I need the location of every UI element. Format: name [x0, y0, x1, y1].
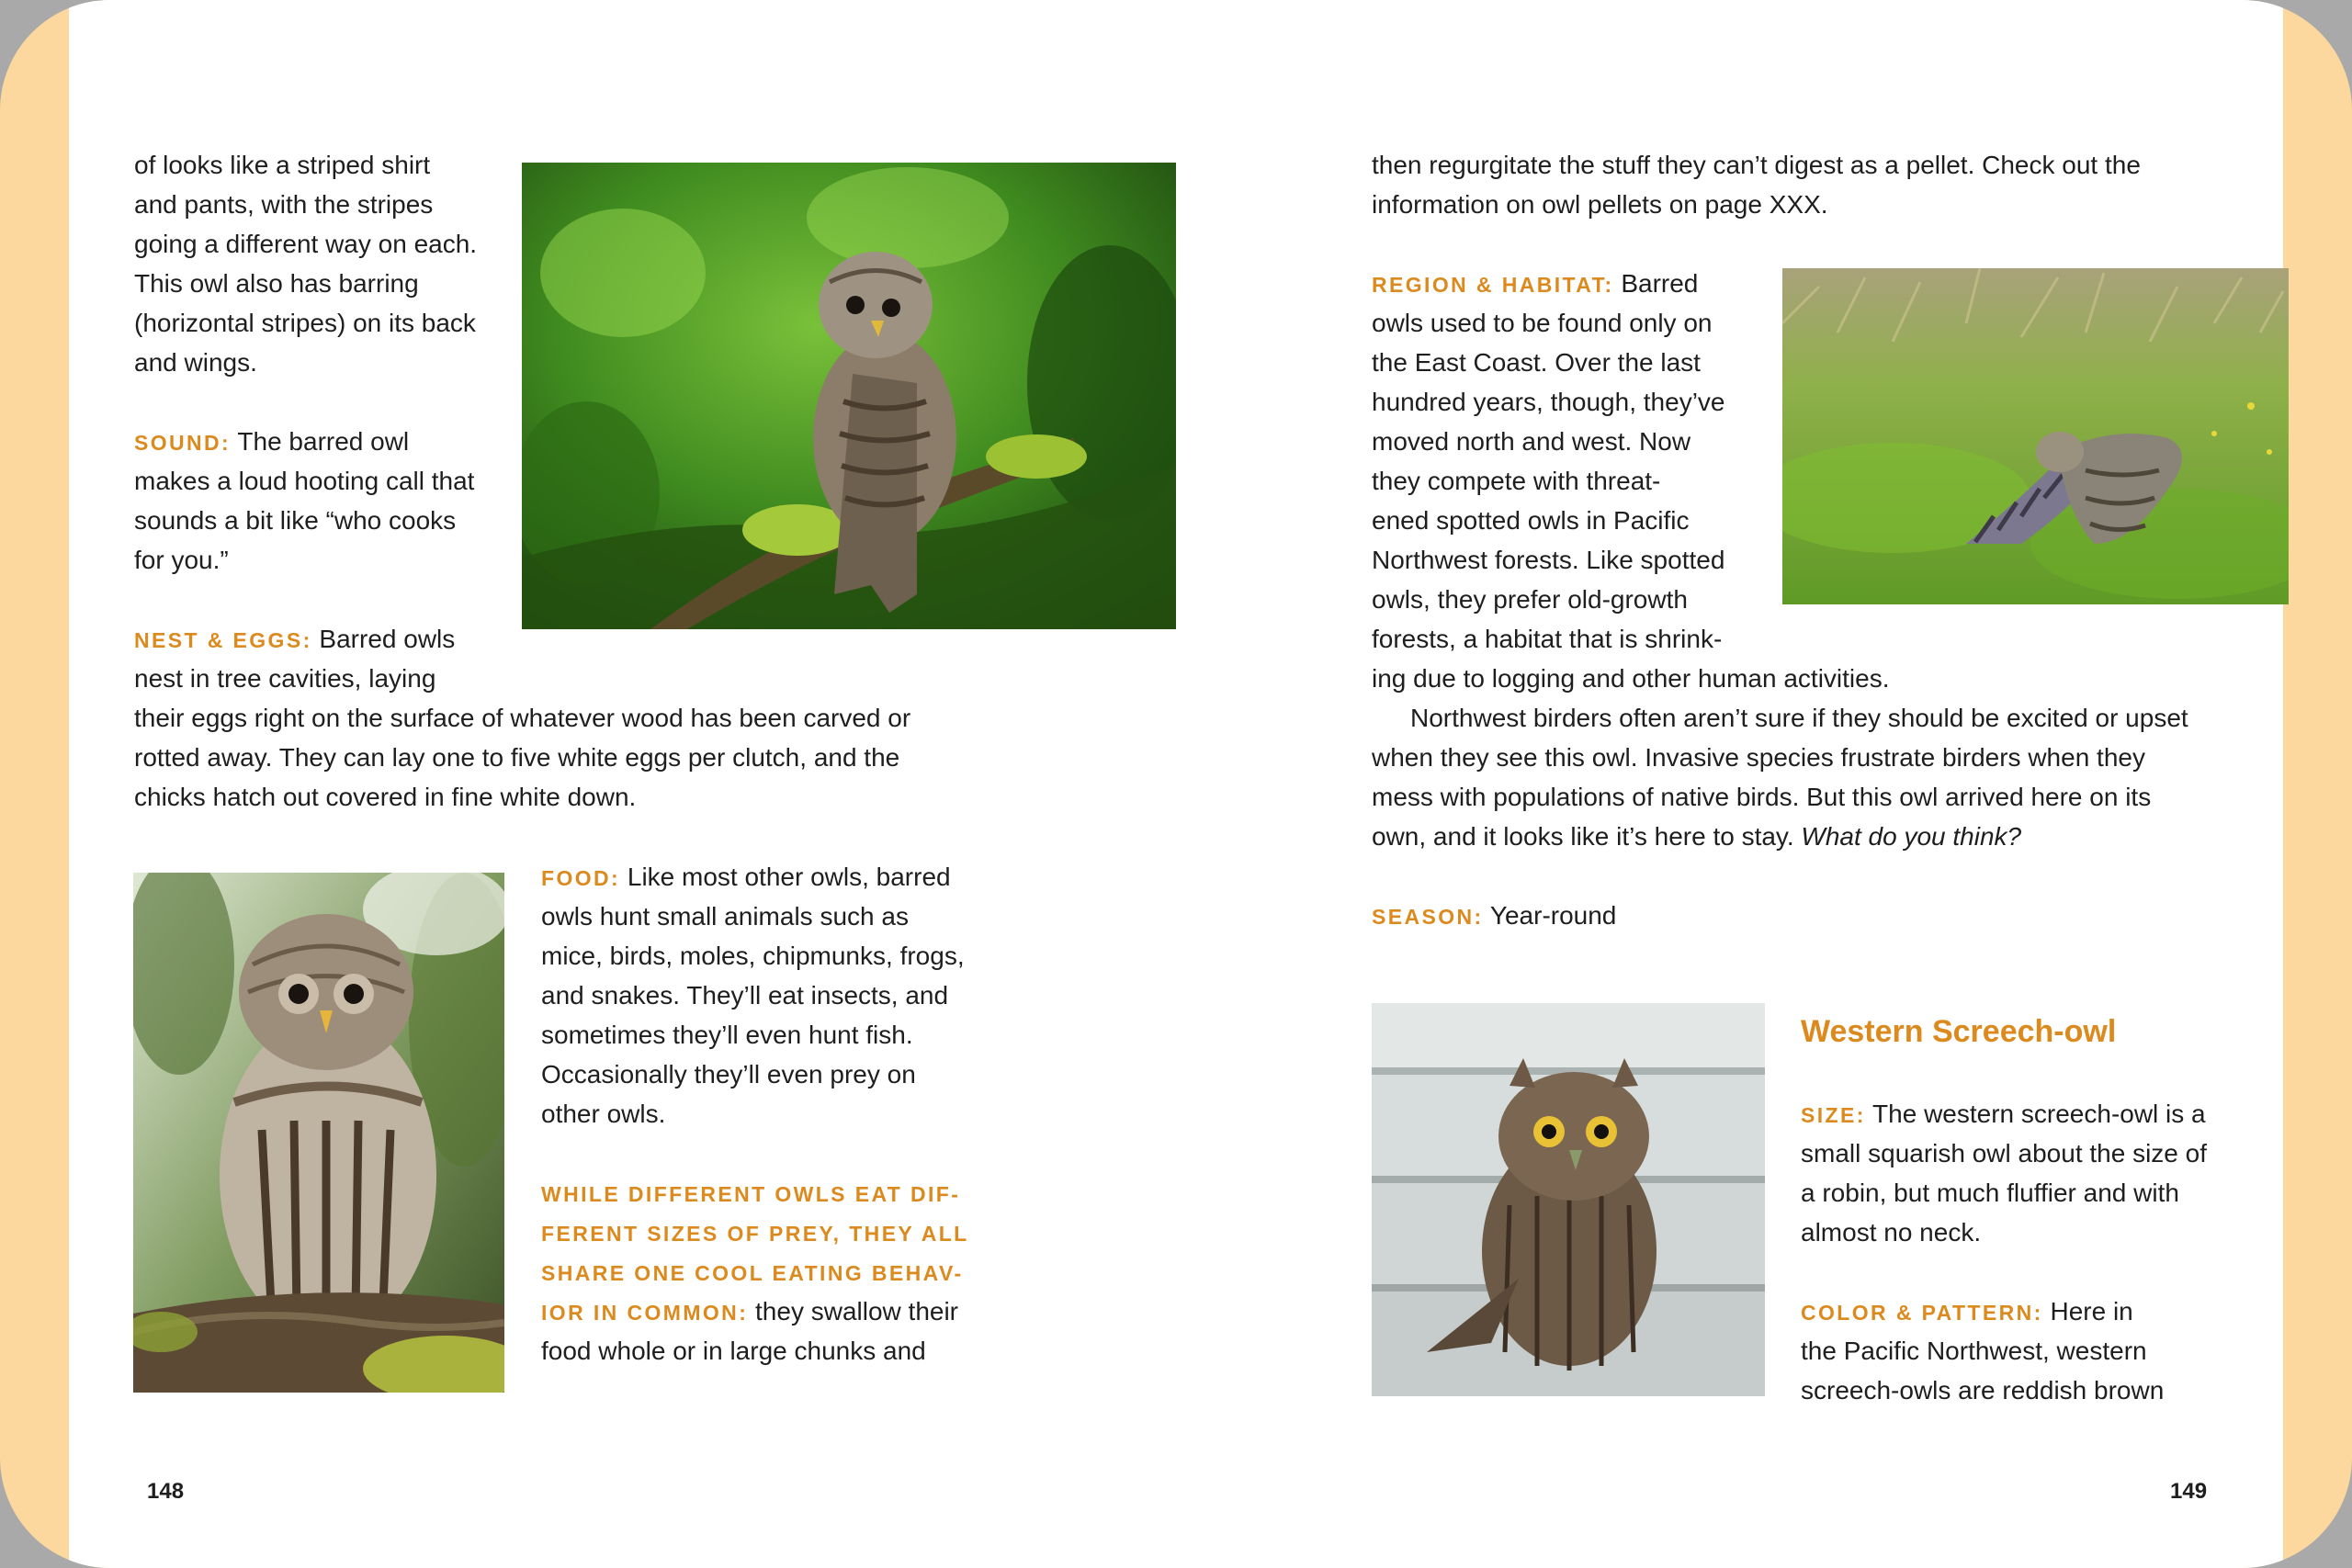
size-line: almost no neck. [1801, 1218, 1982, 1247]
food-line: other owls. [541, 1100, 666, 1128]
intro-line: (horizontal stripes) on its back [134, 309, 476, 337]
region-label: REGION & HABITAT: [1372, 273, 1614, 297]
page-number-right: 149 [2170, 1479, 2208, 1504]
size-line: SIZE: The western screech-owl is a [1801, 1100, 2206, 1128]
food-line: FOOD: Like most other owls, barred [541, 863, 951, 891]
region-line: Northwest forests. Like spotted [1372, 546, 1725, 574]
nest-label: NEST & EGGS: [134, 628, 312, 652]
season-line: SEASON: Year-round [1372, 901, 1617, 930]
paragraph2-line: own, and it looks like it’s here to stay. What do you think? [1372, 822, 2022, 851]
page-number-left: 148 [147, 1479, 185, 1504]
region-line: moved north and west. Now [1372, 427, 1691, 456]
sound-line: SOUND: The barred owl [134, 427, 410, 456]
nest-line: NEST & EGGS: Barred owls [134, 625, 456, 653]
food-label: FOOD: [541, 866, 621, 890]
food-line: mice, birds, moles, chipmunks, frogs, [541, 942, 965, 970]
region-line: hundred years, though, they’ve [1372, 388, 1725, 416]
sound-line: for you.” [134, 546, 229, 574]
food-line: owls hunt small animals such as [541, 902, 909, 931]
behavior-label: WHILE DIFFERENT OWLS EAT DIF- [541, 1182, 961, 1206]
sound-line: makes a loud hooting call that [134, 467, 475, 495]
region-line: they compete with threat- [1372, 467, 1661, 495]
behavior-line: SHARE ONE COOL EATING BEHAV- [541, 1261, 964, 1285]
color-line: COLOR & PATTERN: Here in [1801, 1297, 2133, 1325]
region-line: the East Coast. Over the last [1372, 348, 1701, 377]
region-line: owls used to be found only on [1372, 309, 1713, 337]
size-line: a robin, but much fluffier and with [1801, 1179, 2179, 1207]
nest-line: chicks hatch out covered in fine white down. [134, 783, 637, 811]
intro-line: This owl also has barring [134, 269, 419, 298]
food-line: sometimes they’ll even hunt fish. [541, 1021, 913, 1049]
barred-owl-flight-photo [1782, 268, 2289, 604]
region-line: forests, a habitat that is shrink- [1372, 625, 1723, 653]
top-line: then regurgitate the stuff they can’t digest as a pellet. Check out the [1372, 151, 2141, 179]
food-line: Occasionally they’ll even prey on [541, 1060, 916, 1089]
behavior-line: FERENT SIZES OF PREY, THEY ALL [541, 1222, 969, 1246]
intro-line: and wings. [134, 348, 257, 377]
food-line: and snakes. They’ll eat insects, and [541, 981, 949, 1010]
paragraph2-line: mess with populations of native birds. But this owl arrived here on its [1372, 783, 2152, 811]
color-label: COLOR & PATTERN: [1801, 1301, 2043, 1325]
region-line: REGION & HABITAT: Barred [1372, 269, 1699, 298]
italic-question: What do you think? [1801, 822, 2022, 851]
barred-owl-portrait-photo [133, 873, 504, 1393]
intro-line: and pants, with the stripes [134, 190, 434, 219]
behavior-line [541, 1173, 960, 1214]
paragraph2-line: Northwest birders often aren’t sure if they should be excited or upset [1410, 704, 2188, 732]
sound-line: sounds a bit like “who cooks [134, 506, 457, 535]
season-label: SEASON: [1372, 905, 1484, 929]
size-label: SIZE: [1801, 1103, 1866, 1127]
nest-line: nest in tree cavities, laying [134, 664, 436, 693]
nest-line: rotted away. They can lay one to five white eggs per clutch, and the [134, 743, 900, 772]
sound-label: SOUND: [134, 431, 232, 455]
color-line: screech-owls are reddish brown [1801, 1376, 2165, 1404]
behavior-line: IOR IN COMMON: they swallow their [541, 1297, 959, 1325]
color-line: the Pacific Northwest, western [1801, 1337, 2147, 1365]
paragraph2-line: when they see this owl. Invasive species frustrate birders when they [1372, 743, 2145, 772]
western-screech-owl-photo [1372, 1003, 1765, 1396]
region-line: owls, they prefer old-growth [1372, 585, 1688, 614]
size-line: small squarish owl about the size of [1801, 1139, 2207, 1168]
barred-owl-forest-photo [522, 163, 1176, 629]
intro-line: going a different way on each. [134, 230, 478, 258]
nest-line: their eggs right on the surface of whatever wood has been carved or [134, 704, 911, 732]
behavior-line: food whole or in large chunks and [541, 1337, 926, 1365]
intro-line: of looks like a striped shirt [134, 151, 431, 179]
top-line: information on owl pellets on page XXX. [1372, 190, 1828, 219]
region-line: ing due to logging and other human activities. [1372, 664, 1890, 693]
region-line: ened spotted owls in Pacific [1372, 506, 1690, 535]
western-screech-owl-heading: Western Screech-owl [1801, 1014, 2117, 1049]
